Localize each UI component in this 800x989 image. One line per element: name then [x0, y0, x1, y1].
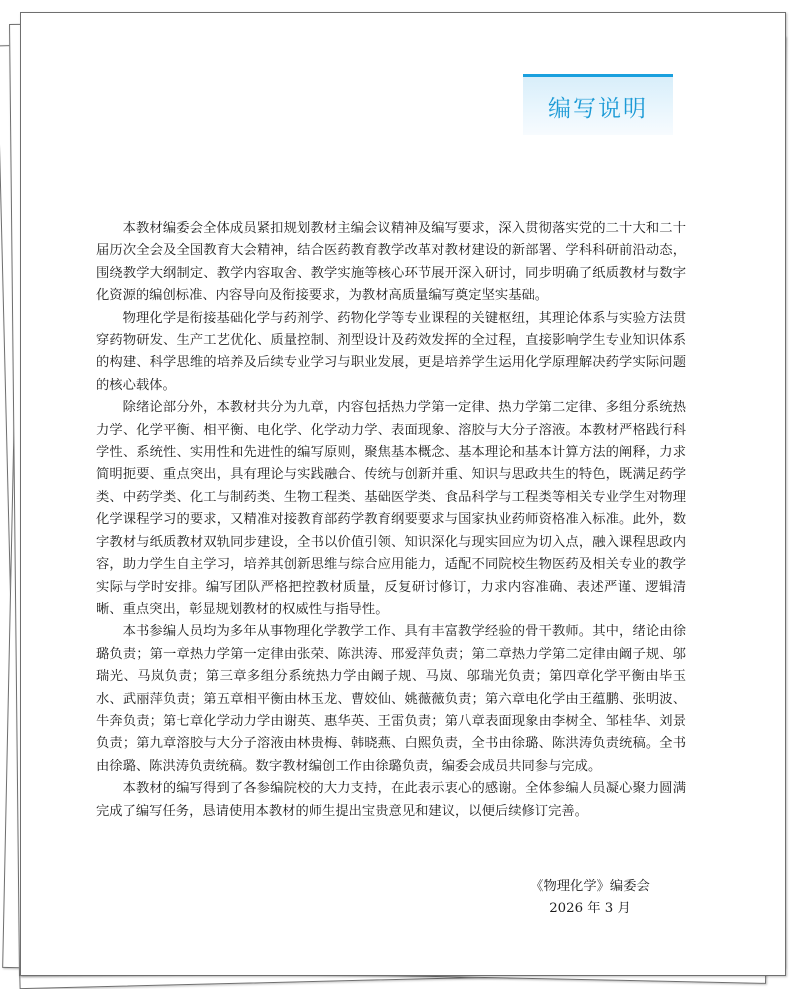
document-body — [96, 218, 686, 823]
paragraph: 本书参编人员均为多年从事物理化学教学工作、具有丰富教学经验的骨干教师。其中，绪论由徐璐负责；第一章热力学第一定律由张荣、陈洪涛、邢爱萍负责；第二章热力学第二定律由阚子规、邬瑞光、马岚负责；第三章多组分系统热力学由阚子规、马岚、邬瑞光负责；第四章化学平衡由毕玉水、武丽萍负责；第五章相平衡由林玉龙、曹姣仙、姚薇薇负责；第六章电化学由王蕴鹏、张明波、牛奔负责；第七章化学动力学由谢英、惠华英、王雷负责；第八章表面现象由李树全、邹桂华、刘景负责；第九章溶胶与大分子溶液由林贵梅、韩晓燕、白熙负责，全书由徐璐、陈洪涛负责统稿。全书由徐璐、陈洪涛负责统稿。数字教材编创工作由徐璐负责，编委会成员共同参与完成。 — [96, 624, 686, 774]
paragraph: 本教材的编写得到了各参编院校的大力支持，在此表示衷心的感谢。全体参编人员凝心聚力圆满完成了编写任务，恳请使用本教材的师生提出宝贵意见和建议，以便后续修订完善。 — [96, 781, 686, 819]
signature-date: 2026 年 3 月 — [549, 901, 631, 916]
heading-banner — [523, 74, 673, 135]
paragraph: 除绪论部分外，本教材共分为九章，内容包括热力学第一定律、热力学第二定律、多组分系统热力学、化学平衡、相平衡、电化学、化学动力学、表面现象、溶胶与大分子溶液。本教材严格践行科学性、系统性、实用性和先进性的编写原则，聚焦基本概念、基本理论和基本计算方法的阐释，力求简明扼要、重点突出，具有理论与实践融合、传统与创新并重、知识与思政共生的特色，既满足药学类、中药学类、化工与制药类、生物工程类、基础医学类、食品科学与工程类等相关专业学生对物理化学课程学习的要求，又精准对接教育部药学教育纲要要求与国家执业药师资格准入标准。此外，数字教材与纸质教材双轨同步建设，全书以价值引领、知识深化与现实回应为切入点，融入课程思政内容，助力学生自主学习，培养其创新思维与综合应用能力，适配不同院校生物医药及相关专业的教学实际与学时安排。编写团队严格把控教材质量，反复研讨修订，力求内容准确、表述严谨、逻辑清晰、重点突出，彰显规划教材的权威性与指导性。 — [96, 400, 686, 617]
signature-block — [480, 876, 700, 920]
paragraph: 物理化学是衔接基础化学与药剂学、药物化学等专业课程的关键枢纽，其理论体系与实验方法贯穿药物研发、生产工艺优化、质量控制、剂型设计及药效发挥的全过程，直接影响学生专业知识体系的构建、科学思维的培养及后续专业学习与职业发展，更是培养学生运用化学原理解决药学实际问题的核心载体。 — [96, 310, 686, 393]
signature-committee: 《物理化学》编委会 — [530, 879, 650, 894]
page-title: 编写说明 — [548, 95, 648, 122]
paragraph: 本教材编委会全体成员紧扣规划教材主编会议精神及编写要求，深入贯彻落实党的二十大和二十届历次全会及全国教育大会精神，结合医药教育教学改革对教材建设的新部署、学科科研前沿动态，围绕教学大纲制定、教学内容取舍、教学实施等核心环节展开深入研讨，同步明确了纸质教材与数字化资源的编创标准、内容导向及衔接要求，为教材高质量编写奠定坚实基础。 — [96, 221, 686, 304]
